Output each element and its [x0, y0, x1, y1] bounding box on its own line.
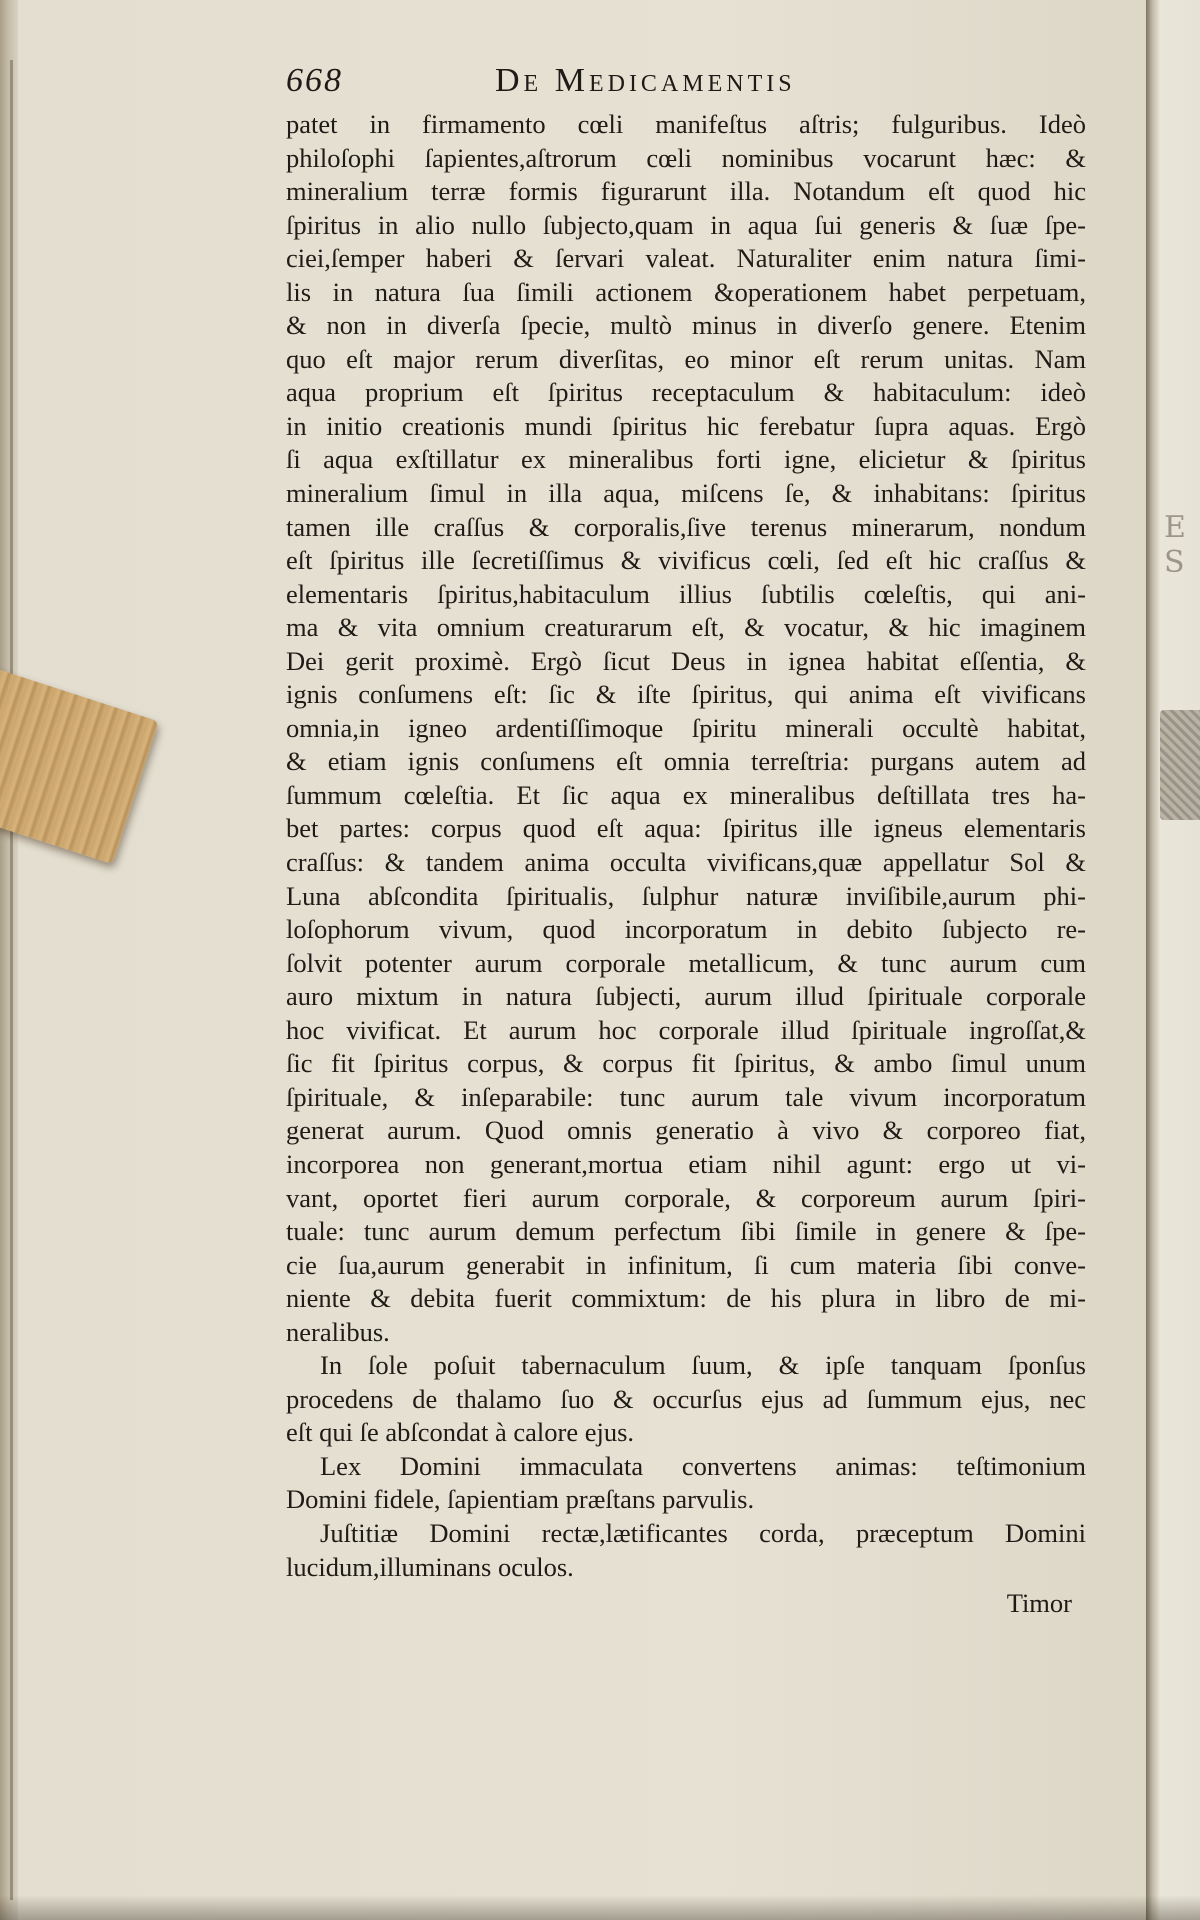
verse-line: Juſtitiæ Domini rectæ,lætificantes corda, præceptum Domini	[320, 1517, 1086, 1548]
page-number: 668	[286, 62, 343, 99]
text-line: ſolvit potenter aurum corporale metallicum, & tunc aurum cum	[286, 947, 1086, 978]
text-line: philoſophi ſapientes,aſtrorum cœli nominibus vocarunt hæc: &	[286, 142, 1086, 173]
psalm-verses	[286, 1349, 1086, 1584]
text-line: craſſus: & tandem anima occulta vivificans,quæ appellatur Sol &	[286, 847, 1086, 878]
text-line: tamen ille craſſus & corporalis,ſive terenus minerarum, nondum	[286, 511, 1086, 542]
main-paragraph	[286, 108, 1086, 1349]
wooden-bookmark	[0, 666, 159, 864]
verse-line: Domini fidele, ſapientiam præſtans parvulis.	[286, 1484, 755, 1515]
catchword: Timor	[1006, 1588, 1072, 1619]
text-line: tuale: tunc aurum demum perfectum ſibi ſimile in genere & ſpe-	[286, 1216, 1086, 1247]
facing-page-heading-fragment: E S	[1164, 510, 1186, 580]
verse-line: eſt qui ſe abſcondat à calore ejus.	[286, 1417, 635, 1448]
text-line: neralibus.	[286, 1316, 390, 1347]
text-line: elementaris ſpiritus,habitaculum illius ſubtilis cœleſtis, qui ani-	[286, 578, 1086, 609]
text-line: ſpiritus in alio nullo ſubjecto,quam in aqua ſui generis & ſuæ ſpe-	[286, 209, 1086, 240]
text-line: ſpirituale, & inſeparabile: tunc aurum tale vivum incorporatum	[286, 1081, 1086, 1112]
text-line: generat aurum. Quod omnis generatio à vivo & corporeo fiat,	[286, 1115, 1086, 1146]
verse-line: lucidum,illuminans oculos.	[286, 1551, 574, 1582]
text-line: eſt ſpiritus ille ſecretiſſimus & vivificus cœli, ſed eſt hic craſſus &	[286, 545, 1086, 576]
text-line: omnia,in igneo ardentiſſimoque ſpiritu minerali occultè habitat,	[286, 712, 1086, 743]
text-line: aqua proprium eſt ſpiritus receptaculum & habitaculum: ideò	[286, 377, 1086, 408]
text-line: ma & vita omnium creaturarum eſt, & vocatur, & hic imaginem	[286, 612, 1086, 643]
verse-paragraph	[286, 1450, 1086, 1517]
text-line: cie ſua,aurum generabit in infinitum, ſi cum materia ſibi conve-	[286, 1249, 1086, 1280]
text-line: Dei gerit proximè. Ergò ſicut Deus in ignea habitat eſſentia, &	[286, 645, 1086, 676]
text-line: bet partes: corpus quod eſt aqua: ſpiritus ille igneus elementaris	[286, 813, 1086, 844]
spine-crease	[10, 60, 13, 1900]
facing-page-edge	[1146, 0, 1200, 1920]
text-line: ciei,ſemper haberi & ſervari valeat. Naturaliter enim natura ſimi-	[286, 243, 1086, 274]
body-text	[286, 108, 1086, 1584]
text-line: ſummum cœleſtia. Et ſic aqua ex mineralibus deſtillata tres ha-	[286, 779, 1086, 810]
text-line: patet in firmamento cœli manifeſtus aſtris; fulguribus. Ideò	[286, 109, 1086, 139]
text-line: in initio creationis mundi ſpiritus hic ferebatur ſupra aquas. Ergò	[286, 410, 1086, 441]
text-line: lis in natura ſua ſimili actionem &operationem habet perpetuam,	[286, 276, 1086, 307]
verse-paragraph	[286, 1349, 1086, 1450]
page-content	[286, 58, 1086, 1619]
verse-line: procedens de thalamo ſuo & occurſus ejus ad ſummum ejus, nec	[286, 1383, 1086, 1414]
text-line: ſic fit ſpiritus corpus, & corpus fit ſpiritus, & ambo ſimul unum	[286, 1048, 1086, 1079]
bottom-shadow	[0, 1895, 1200, 1920]
running-head: De Medicamentis	[495, 62, 796, 99]
text-line: ſi aqua exſtillatur ex mineralibus forti igne, elicietur & ſpiritus	[286, 444, 1086, 475]
binding-edge	[0, 0, 18, 1920]
text-line: auro mixtum in natura ſubjecti, aurum illud ſpirituale corporale	[286, 981, 1086, 1012]
text-line: quo eſt major rerum diverſitas, eo minor eſt rerum unitas. Nam	[286, 343, 1086, 374]
text-line: & non in diverſa ſpecie, multò minus in diverſo genere. Etenim	[286, 310, 1086, 341]
text-line: mineralium ſimul in illa aqua, miſcens ſe, & inhabitans: ſpiritus	[286, 478, 1086, 509]
page-header	[286, 58, 1086, 108]
text-line: ignis conſumens eſt: ſic & iſte ſpiritus, qui anima eſt vivificans	[286, 679, 1086, 710]
text-line: niente & debita fuerit commixtum: de his plura in libro de mi-	[286, 1283, 1086, 1314]
text-line: vant, oportet fieri aurum corporale, & corporeum aurum ſpiri-	[286, 1182, 1086, 1213]
text-line: mineralium terræ formis figurarunt illa. Notandum eſt quod hic	[286, 176, 1086, 207]
facing-page-ornament	[1160, 710, 1200, 820]
text-line: Luna abſcondita ſpiritualis, ſulphur naturæ inviſibile,aurum phi-	[286, 880, 1086, 911]
verse-line: Lex Domini immaculata convertens animas: teſtimonium	[320, 1450, 1086, 1481]
text-line: & etiam ignis conſumens eſt omnia terreſtria: purgans autem ad	[286, 746, 1086, 777]
verse-line: In ſole poſuit tabernaculum ſuum, & ipſe tanquam ſponſus	[320, 1350, 1086, 1381]
text-line: hoc vivificat. Et aurum hoc corporale illud ſpirituale ingroſſat,&	[286, 1014, 1086, 1045]
verse-paragraph	[286, 1517, 1086, 1584]
text-line: loſophorum vivum, quod incorporatum in debito ſubjecto re-	[286, 914, 1086, 945]
text-line: incorporea non generant,mortua etiam nihil agunt: ergo ut vi-	[286, 1148, 1086, 1179]
